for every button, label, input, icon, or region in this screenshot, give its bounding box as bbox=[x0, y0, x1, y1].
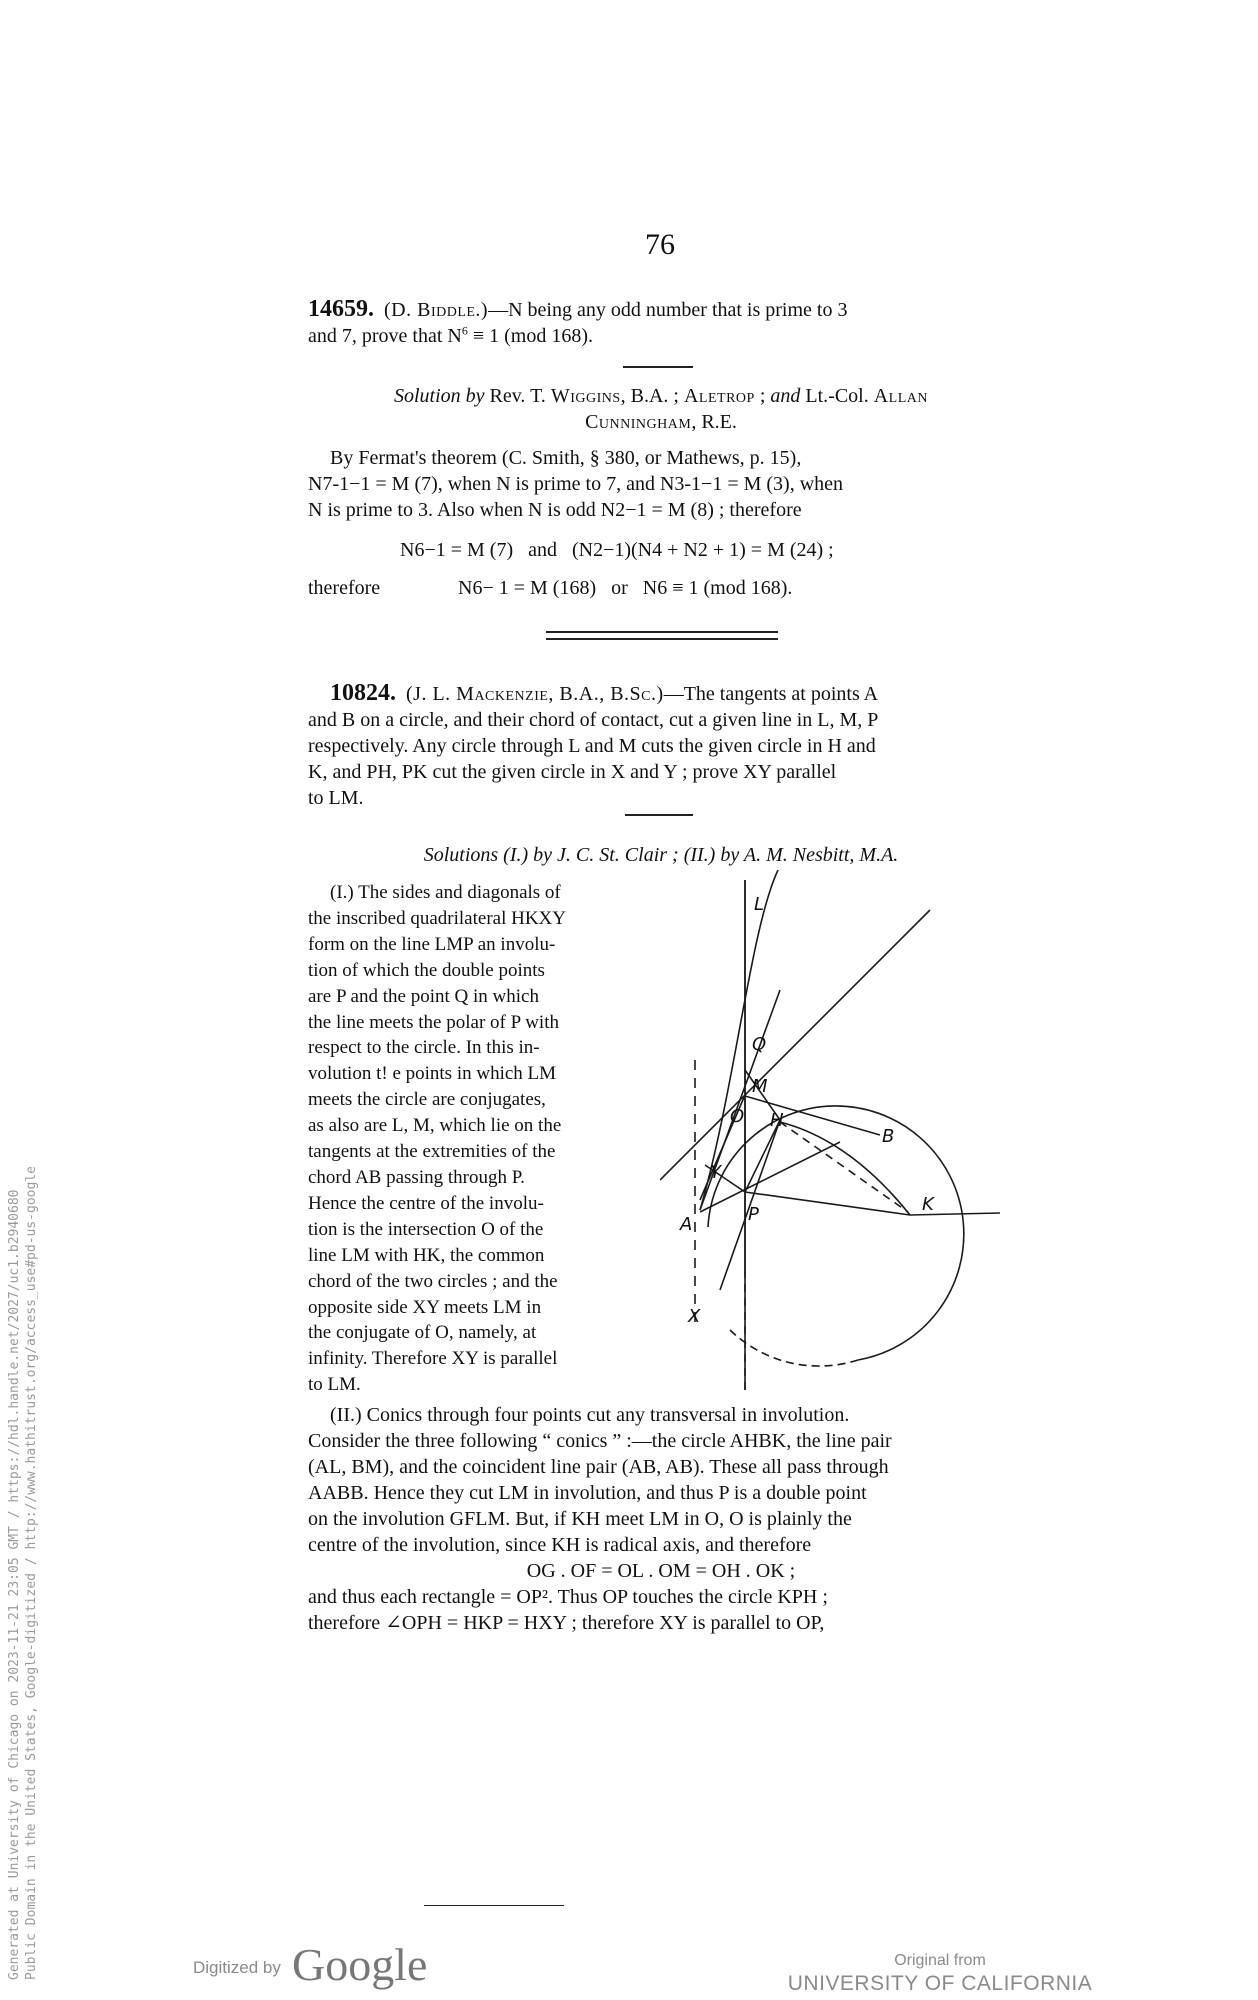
digitized-by: Digitized by bbox=[193, 1958, 281, 1977]
solution-1-line: volution t! e points in which LM bbox=[308, 1063, 557, 1085]
label-y: Y bbox=[710, 1162, 721, 1183]
credit-text: Rev. T. bbox=[484, 385, 551, 407]
solution-2-line: Consider the three following “ conics ” :—the circle AHBK, the line pair bbox=[308, 1430, 892, 1452]
label-o: O bbox=[730, 1106, 745, 1127]
line-mb bbox=[745, 1096, 880, 1135]
solution-2-line: therefore ∠OPH = HKP = HXY ; therefore XY is parallel to OP, bbox=[308, 1612, 825, 1634]
label-b: B bbox=[882, 1126, 895, 1147]
problem-text: —N being any odd number that is prime to 3 bbox=[488, 299, 848, 321]
problem-14659-statement bbox=[308, 296, 1014, 349]
equation-2: N6− 1 = M (168) or N6 ≡ 1 (mod 168). bbox=[458, 577, 793, 599]
solution-2-line: (AL, BM), and the coincident line pair (AB, AB). These all pass through bbox=[308, 1456, 889, 1478]
credit-text: ; bbox=[754, 385, 771, 407]
body-line: N7-1−1 = M (7), when N is prime to 7, and N3-1−1 = M (3), when bbox=[308, 473, 844, 495]
solution-1-line: form on the line LMP an involu- bbox=[308, 933, 556, 955]
problem-number: 14659. bbox=[308, 296, 374, 322]
solution-1-line: are P and the point Q in which bbox=[308, 985, 539, 1007]
credit-text: , R.E. bbox=[691, 411, 737, 433]
solution-1-line: the conjugate of O, namely, at bbox=[308, 1322, 537, 1344]
label-k: K bbox=[922, 1194, 934, 1215]
solution-credit bbox=[308, 383, 1014, 435]
page-number: 76 bbox=[645, 228, 675, 261]
university-name: UNIVERSITY OF CALIFORNIA bbox=[787, 1972, 1093, 1995]
original-from: Original from bbox=[894, 1952, 986, 1969]
label-h: H bbox=[770, 1110, 784, 1131]
google-logo: Google bbox=[292, 1939, 428, 1990]
solution-1-text bbox=[308, 880, 640, 1398]
solution-1-line: meets the circle are conjugates, bbox=[308, 1089, 546, 1111]
solution-2-line: centre of the involution, since KH is radical axis, and therefore bbox=[308, 1534, 812, 1556]
problem-author: (J. L. Mackenzie, B.A., B.Sc.) bbox=[406, 683, 664, 705]
solution-1-line: opposite side XY meets LM in bbox=[308, 1296, 542, 1318]
label-p: P bbox=[748, 1204, 759, 1225]
problem-text: and B on a circle, and their chord of contact, cut a given line in L, M, P bbox=[308, 709, 879, 731]
solution-2-line: on the involution GFLM. But, if KH meet LM in O, O is plainly the bbox=[308, 1508, 852, 1530]
geometry-figure bbox=[660, 870, 1020, 1390]
credit-name: Cunningham bbox=[585, 411, 692, 433]
problem-text-line2: and 7, prove that N bbox=[308, 325, 462, 347]
equation-3: OG . OF = OL . OM = OH . OK ; bbox=[526, 1560, 796, 1582]
solution-1-line: tion is the intersection O of the bbox=[308, 1218, 544, 1240]
solution-1-line: respect to the circle. In this in- bbox=[308, 1037, 540, 1059]
label-l: L bbox=[754, 894, 765, 915]
exponent: 6 bbox=[461, 323, 468, 338]
problem-text-line2-end: ≡ 1 (mod 168). bbox=[467, 325, 594, 347]
credit-text: , B.A. ; bbox=[620, 385, 684, 407]
credit-name: Wiggins bbox=[550, 385, 621, 407]
solution-1-line: tangents at the extremities of the bbox=[308, 1141, 556, 1163]
problem-text: —The tangents at points A bbox=[663, 683, 879, 705]
solution-1-line: chord AB passing through P. bbox=[308, 1166, 525, 1188]
short-rule-2 bbox=[625, 814, 693, 816]
equation-2-label: therefore bbox=[308, 577, 381, 599]
short-rule bbox=[623, 366, 693, 368]
solution-1-line: as also are L, M, which lie on the bbox=[308, 1115, 562, 1137]
sidebar-provenance-note bbox=[6, 1166, 40, 1980]
problem-10824-statement bbox=[308, 680, 1014, 811]
double-rule-bottom bbox=[546, 638, 778, 640]
sidebar-line-1: Generated at University of Chicago on 2023-11-21 23:05 GMT / https://hdl.handle.net/2027/uc1.b2940680 bbox=[7, 1189, 22, 1980]
solution-1-line: line LM with HK, the common bbox=[308, 1244, 545, 1266]
label-a: A bbox=[680, 1214, 693, 1235]
problem-number: 10824. bbox=[330, 680, 396, 706]
problem-text: to LM. bbox=[308, 787, 364, 809]
footer-rule bbox=[424, 1905, 564, 1906]
solution-body bbox=[308, 445, 1014, 523]
label-x: X bbox=[688, 1306, 701, 1327]
circle-dashed bbox=[730, 1330, 858, 1366]
body-line: N is prime to 3. Also when N is odd N2−1 = M (8) ; therefore bbox=[308, 499, 802, 521]
label-q: Q bbox=[752, 1034, 767, 1055]
solution-2-text bbox=[308, 1402, 1014, 1636]
solution-by: Solution by bbox=[393, 385, 485, 407]
problem-text: respectively. Any circle through L and M cuts the given circle in H and bbox=[308, 735, 876, 757]
solution-1-line: (I.) The sides and diagonals of bbox=[330, 882, 561, 903]
credit-text: Lt.-Col. bbox=[800, 385, 874, 407]
solution-2-line: AABB. Hence they cut LM in involution, and thus P is a double point bbox=[308, 1482, 867, 1504]
problem-author: (D. Biddle.) bbox=[384, 299, 489, 321]
solution-2-line: and thus each rectangle = OP². Thus OP touches the circle KPH ; bbox=[308, 1586, 828, 1608]
problem-text: K, and PH, PK cut the given circle in X and Y ; prove XY parallel bbox=[308, 761, 837, 783]
credit-name: Aletrop bbox=[683, 385, 755, 407]
solutions-header: Solutions (I.) by J. C. St. Clair ; (II.) by A. M. Nesbitt, M.A. bbox=[423, 844, 899, 866]
double-rule-top bbox=[546, 631, 778, 633]
credit-and: and bbox=[770, 385, 801, 407]
solution-1-line: the inscribed quadrilateral HKXY bbox=[308, 907, 566, 929]
solution-1-line: infinity. Therefore XY is parallel bbox=[308, 1348, 558, 1370]
solution-1-line: to LM. bbox=[308, 1374, 361, 1396]
credit-name: Allan bbox=[873, 385, 929, 407]
sidebar-line-2: Public Domain in the United States, Google-digitized / http://www.hathitrust.org/access_use#pd-us-google bbox=[24, 1166, 39, 1980]
equation-1: N6−1 = M (7) and (N2−1)(N4 + N2 + 1) = M (24) ; bbox=[400, 539, 834, 561]
solution-1-line: tion of which the double points bbox=[308, 959, 545, 981]
solution-1-line: chord of the two circles ; and the bbox=[308, 1270, 558, 1292]
solution-1-line: the line meets the polar of P with bbox=[308, 1011, 559, 1033]
solution-1-line: Hence the centre of the involu- bbox=[308, 1192, 544, 1214]
body-line: By Fermat's theorem (C. Smith, § 380, or Mathews, p. 15), bbox=[330, 447, 802, 469]
solution-2-line: (II.) Conics through four points cut any transversal in involution. bbox=[330, 1404, 850, 1426]
label-m: M bbox=[752, 1076, 768, 1097]
